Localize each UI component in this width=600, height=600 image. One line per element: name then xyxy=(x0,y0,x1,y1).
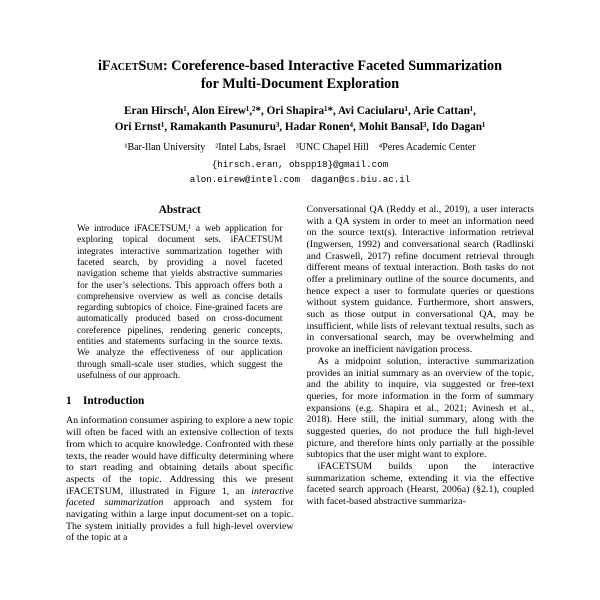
authors-line-1: Eran Hirsch¹, Alon Eirew¹,²*, Ori Shapira¹*, Avi Caciularu¹, Arie Cattan¹, xyxy=(124,104,476,117)
section-title: Introduction xyxy=(83,395,145,408)
abstract-text: We introduce iFACETSUM,¹ a web application for exploring topical document sets. iFACETSUM integrates interactive summarization together with faceted search, by providing a novel faceted navigation scheme that yields abstractive summaries for the user’s selections. This approach offers both a comprehensive overview as well as concise details regarding subtopics of choice. Fine-grained facets are automatically produced based on cross-document coreference pipelines, rendering generic concepts, entities and statements surfacing in the source texts. We analyze the effectiveness of our application through small-scale user studies, which suggest the usefulness of our approach. xyxy=(77,224,283,381)
right-paragraph-1: Conversational QA (Reddy et al., 2019), a user interacts with a QA system in order to meet an information need on the source text(s). Interactive information retrieval (Ingwersen, 1992) and conversational search (Radlinski and Craswell, 2017) refine document retrieval through different means of textual interaction. Both tasks do not offer a preliminary outline of the source documents, and hence expect a user to formulate queries or questions without system guidance. Furthermore, short answers, such as those output in conversational QA, may be insufficient, while lists of relevant textual results, such as in conversational search, may be overwhelming and provoke an inefficient navigation process. xyxy=(306,203,534,356)
abstract-heading: Abstract xyxy=(158,203,201,216)
author-list xyxy=(66,103,534,135)
abstract-section xyxy=(77,204,283,382)
section-heading-introduction xyxy=(66,395,294,408)
email-line-2: alon.eirew@intel.com dagan@cs.biu.ac.il xyxy=(189,173,411,185)
title-rest: : Coreference-based Interactive Faceted Summarization xyxy=(162,58,503,74)
section-number: 1 xyxy=(66,395,72,408)
left-column xyxy=(66,204,294,544)
paper-title xyxy=(66,57,534,94)
right-column xyxy=(307,204,535,544)
introduction-paragraph-1 xyxy=(66,415,294,544)
title-line-2: for Multi-Document Exploration xyxy=(200,76,400,93)
intro-p1-italic-phrase: interactive faceted summarization xyxy=(66,485,294,509)
title-word-smallcaps: FacetSum xyxy=(101,58,163,74)
intro-p1-part-a: An information consumer aspiring to explore a new topic will often be faced with an extensive collection of texts from which to acquire knowledge. Confronted with these texts, the reader would have difficulty determining where to start reading and obtaining details about specific aspects of the topic. Addressing this we present iFACETSUM, illustrated in Figure 1, an xyxy=(66,415,294,497)
email-line-1: {hirsch.eran, obspp18}@gmail.com xyxy=(211,159,389,171)
affiliations: ¹Bar-Ilan University ²Intel Labs, Israel ³UNC Chapel Hill ⁴Peres Academic Center xyxy=(124,142,476,154)
intro-p1-part-c: approach and system for navigating within a large input document-set on a topic. The system initially provides a full high-level overview of the topic at a xyxy=(66,497,294,544)
right-paragraph-2: As a midpoint solution, interactive summarization provides an initial summary as an overview of the topic, and the ability to inquire, via suggested or free-text queries, for more information in the form of summary expansions (e.g. Shapira et al., 2021; Avinesh et al., 2018). Here still, the initial summary, along with the suggested queries, do not produce the full high-level picture, and therefore hints only partially at the possible subtopics that the user might want to explore. xyxy=(306,355,534,461)
two-column-body xyxy=(66,204,534,544)
email-block xyxy=(66,158,534,187)
authors-line-2: Ori Ernst¹, Ramakanth Pasunuru³, Hadar Ronen⁴, Mohit Bansal³, Ido Dagan¹ xyxy=(114,121,486,134)
right-paragraph-3: iFACETSUM builds upon the interactive summarization scheme, extending it via the effective faceted search approach (Hearst, 2006a) (§2.1), coupled with facet-based abstractive summariza- xyxy=(306,461,534,508)
title-line-1 xyxy=(98,58,502,74)
title-word-prefix: i xyxy=(97,58,102,74)
